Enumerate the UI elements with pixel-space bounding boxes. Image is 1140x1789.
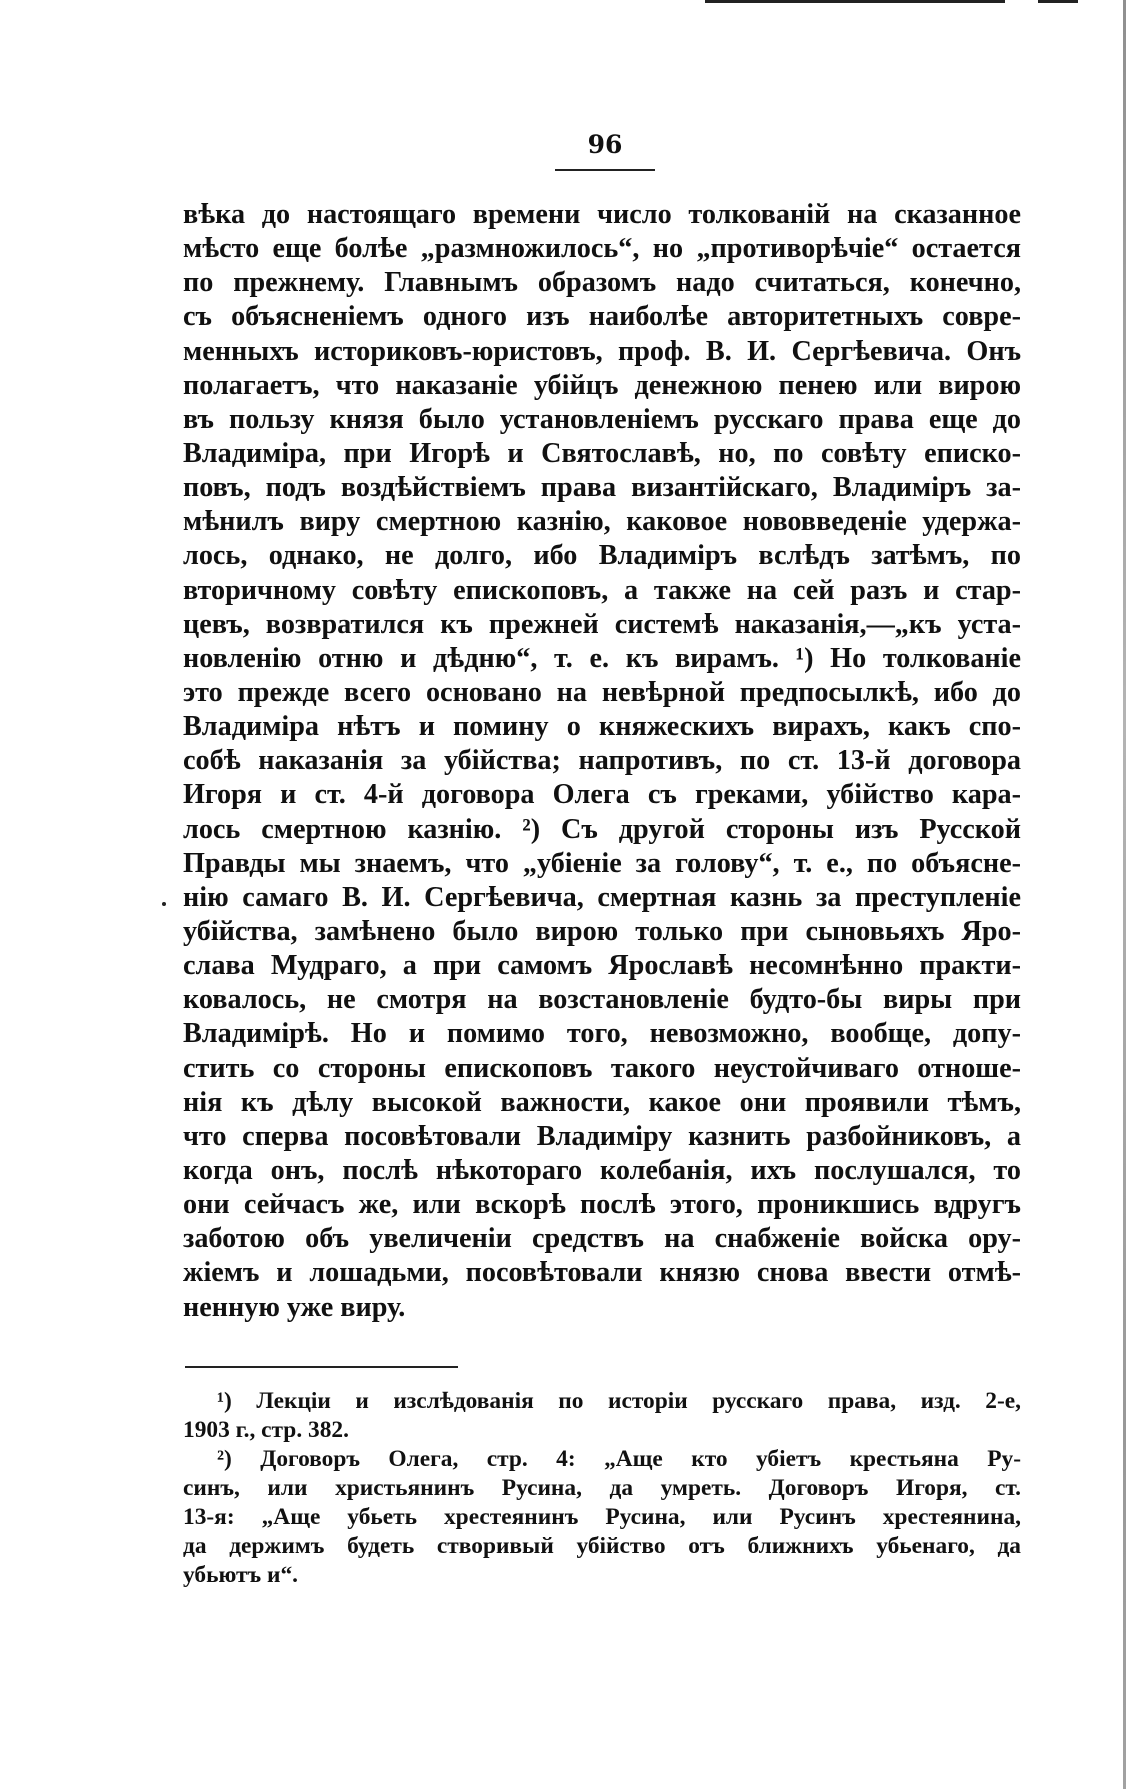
text-line: когда онъ, послѣ нѣкотораго колебанія, ихъ послушался, то xyxy=(183,1154,1021,1186)
text-line: въ пользу князя было установленіемъ русскаго права еще до xyxy=(183,403,1021,435)
scan-right-edge-shadow xyxy=(1123,0,1126,1789)
text-line: вторичному совѣту епископовъ, а также на сей разъ и стар- xyxy=(183,574,1021,606)
text-line: жіемъ и лошадьми, посовѣтовали князю снова ввести отмѣ- xyxy=(183,1257,1021,1289)
text-line: убійства, замѣнено было вирою только при сыновьяхъ Яро- xyxy=(183,915,1021,947)
footnote-line: да держимъ будеть створивый убійство отъ ближнихъ убьенаго, да xyxy=(183,1533,1021,1559)
text-line: новленію отню и дѣдню“, т. е. къ вирамъ. ¹) Но толкованіе xyxy=(183,642,1021,674)
text-line: что сперва посовѣтовали Владиміру казнить разбойниковъ, а xyxy=(183,1120,1021,1152)
top-edge-rule-short xyxy=(1038,0,1078,3)
text-line: съ объясненіемъ одного изъ наиболѣе авторитетныхъ совре- xyxy=(183,301,1021,333)
footnote-line: 13-я: „Аще убьеть хрестеянинъ Русина, или Русинъ хрестеянина, xyxy=(183,1504,1021,1530)
text-line: ненную уже виру. xyxy=(183,1291,406,1323)
top-edge-rule xyxy=(705,0,1005,3)
text-line: мѣнилъ виру смертною казнію, каковое нововведеніе удержа- xyxy=(183,506,1021,538)
text-line: это прежде всего основано на невѣрной предпосылкѣ, ибо до xyxy=(183,676,1021,708)
text-line: Владимірѣ. Но и помимо того, невозможно, вообще, допу- xyxy=(183,1018,1021,1050)
text-line: нія къ дѣлу высокой важности, какое они проявили тѣмъ, xyxy=(183,1086,1021,1118)
page-number-underline xyxy=(555,169,655,171)
page-number: 96 xyxy=(587,130,623,159)
text-line: Правды мы знаемъ, что „убіеніе за голову“, т. е., по объясне- xyxy=(183,847,1021,879)
footnote-line: ²) Договоръ Олега, стр. 4: „Аще кто убіетъ крестьяна Ру- xyxy=(217,1446,1021,1472)
text-line: нію самаго В. И. Сергѣевича, смертная казнь за преступленіе xyxy=(183,881,1021,913)
text-line: Владиміра нѣтъ и помину о княжескихъ вирахъ, какъ спо- xyxy=(183,711,1021,743)
text-line: по прежнему. Главнымъ образомъ надо считаться, конечно, xyxy=(183,267,1021,299)
text-line: заботою объ увеличеніи средствъ на снабженіе войска ору- xyxy=(183,1223,1021,1255)
footnote-line: 1903 г., стр. 382. xyxy=(183,1417,349,1443)
text-line: мѣсто еще болѣе „размножилось“, но „противорѣчіе“ остается xyxy=(183,233,1021,265)
text-line: они сейчасъ же, или вскорѣ послѣ этого, проникшись вдругъ xyxy=(183,1189,1021,1221)
footnote-separator xyxy=(185,1366,458,1368)
text-line: стить со стороны епископовъ такого неустойчиваго отноше- xyxy=(183,1052,1021,1084)
main-text-block xyxy=(183,198,1021,1325)
footnotes-block xyxy=(183,1387,1021,1590)
footnote-line: синъ, или христьянинъ Русина, да умреть. Договоръ Игоря, ст. xyxy=(183,1475,1021,1501)
text-line: собѣ наказанія за убійства; напротивъ, по ст. 13-й договора xyxy=(183,745,1021,777)
margin-mark xyxy=(162,902,166,906)
text-line: менныхъ историковъ-юристовъ, проф. В. И. Сергѣевича. Онъ xyxy=(183,335,1021,367)
text-line: Владиміра, при Игорѣ и Святославѣ, но, по совѣту еписко- xyxy=(183,437,1021,469)
text-line: полагаетъ, что наказаніе убійцъ денежною пенею или вирою xyxy=(183,369,1021,401)
text-line: вѣка до настоящаго времени число толкованій на сказанное xyxy=(183,199,1021,230)
text-line: слава Мудраго, а при самомъ Ярославѣ несомнѣнно практи- xyxy=(183,950,1021,982)
text-line: ковалось, не смотря на возстановленіе будто-бы виры при xyxy=(183,984,1021,1016)
text-line: лось смертною казнію. ²) Съ другой стороны изъ Русской xyxy=(183,813,1021,845)
text-line: цевъ, возвратился къ прежней системѣ наказанія,—„къ уста- xyxy=(183,608,1021,640)
text-line: Игоря и ст. 4-й договора Олега съ греками, убійство кара- xyxy=(183,779,1021,811)
footnote-line: убьютъ и“. xyxy=(183,1562,299,1588)
footnote-line: ¹) Лекціи и изслѣдованія по исторіи русскаго права, изд. 2-е, xyxy=(217,1388,1021,1414)
text-line: лось, однако, не долго, ибо Владиміръ вслѣдъ затѣмъ, по xyxy=(183,540,1021,572)
text-line: повъ, подъ воздѣйствіемъ права византійскаго, Владиміръ за- xyxy=(183,472,1021,504)
